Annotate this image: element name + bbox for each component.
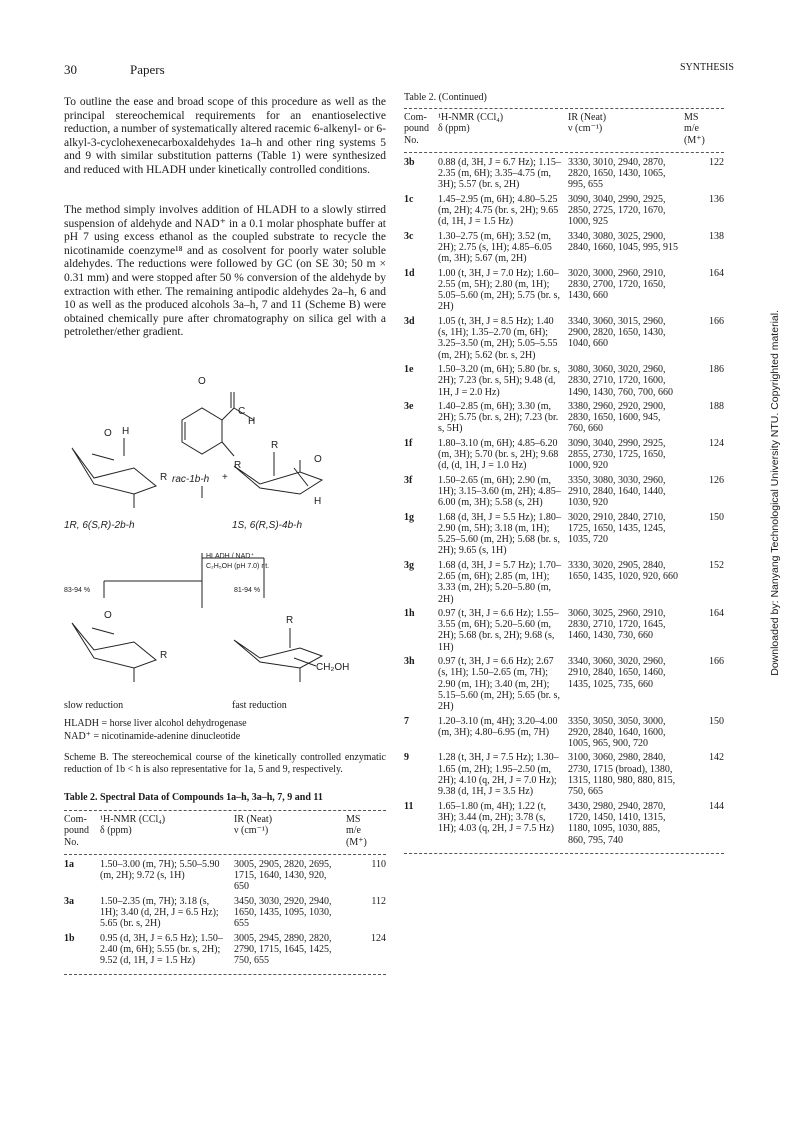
- ir-data: 3090, 3040, 2990, 2925, 2855, 2730, 1725, 1650, 1000, 920: [568, 437, 666, 472]
- compound-number: 1e: [404, 363, 414, 375]
- scheme-atom-o-right: O: [314, 454, 322, 465]
- scheme-atom-o: O: [198, 376, 206, 387]
- nmr-data: 1.80–3.10 (m, 6H); 4.85–6.20 (m, 3H); 5.70 (br. s, 2H); 9.68 (d, (d, 1H, J = 1.0 Hz): [438, 437, 559, 472]
- label-2b: 1R, 6(S,R)-2b-h: [64, 520, 135, 531]
- ir-data: 3080, 3060, 3020, 2960, 2830, 2710, 1720, 1600, 1490, 1430, 760, 700, 660: [568, 363, 673, 398]
- intro-paragraph: To outline the ease and broad scope of this procedure as well as the principal stereochemical requirements for an enantioselective reduction, a number of systematically altered racemic 6-alkenyl- or 6-alkyl-3-cyclohexenecarboxaldehydes 1a–h and other ring systems 5 and 9 with similar substitution patterns (Table 1) were synthesized and reduced with HLADH under kinetically controlled conditions.: [64, 96, 386, 176]
- compound-number: 3b: [404, 156, 415, 168]
- scheme-atom-h-left: H: [122, 426, 130, 437]
- ms-data: 150: [709, 715, 724, 727]
- yield-left: 83-94 %: [64, 587, 91, 594]
- header-ir: IR (Neat) ν (cm⁻¹): [568, 112, 607, 135]
- scheme-atom-h: H: [248, 416, 256, 427]
- compound-number: 7: [404, 715, 409, 727]
- nmr-data: 1.20–3.10 (m, 4H); 3.20–4.00 (m, 3H); 4.80–6.95 (m, 7H): [438, 715, 558, 738]
- scheme-atom-r-left: R: [160, 472, 168, 483]
- compound-number: 3h: [404, 656, 415, 668]
- table-row: [404, 608, 724, 656]
- fast-reduction-label: fast reduction: [232, 700, 287, 711]
- abbreviation-hladh: HLADH = horse liver alcohol dehydrogenase: [64, 718, 247, 729]
- scheme-atom-c: C: [238, 406, 246, 417]
- table-row: [404, 401, 724, 438]
- table-row: [404, 316, 724, 364]
- compound-number: 1d: [404, 267, 415, 279]
- ms-data: 124: [371, 932, 386, 944]
- ms-data: 110: [371, 858, 386, 870]
- rac-label: rac-1b-h: [172, 474, 210, 485]
- compound-number: 11: [404, 800, 414, 812]
- compound-number: 3g: [404, 559, 414, 571]
- ir-data: 3350, 3050, 3050, 3000, 2920, 2840, 1640, 1600, 1005, 965, 900, 720: [568, 715, 666, 750]
- ms-data: 142: [709, 752, 724, 764]
- scheme-caption: Scheme B. The stereochemical course of the kinetically controlled enzymatic reduction of 1b < h is also representative for 1a, 5 and 9, respectively.: [64, 752, 386, 775]
- scheme-atom-r-right: R: [271, 440, 279, 451]
- compound-number: 1c: [404, 193, 414, 205]
- nmr-data: 1.68 (d, 3H, J = 5.5 Hz); 1.80–2.90 (m, 5H); 3.18 (m, 1H); 5.25–5.60 (m, 2H); 5.68 (br. s, 2H); 9.65 (s, 1H): [438, 511, 561, 557]
- journal-name: SYNTHESIS: [680, 62, 734, 73]
- compound-number: 1g: [404, 511, 414, 523]
- ms-data: 186: [709, 363, 724, 375]
- scheme-atom-o-bottom: O: [104, 610, 112, 621]
- ms-data: 144: [709, 800, 724, 812]
- ms-data: 122: [709, 156, 724, 168]
- ir-data: 3430, 2980, 2940, 2870, 1720, 1450, 1410, 1315, 1180, 1095, 1030, 885, 860, 795, 740: [568, 800, 666, 846]
- scheme-atom-o-left: O: [104, 428, 112, 439]
- ir-data: 3350, 3080, 3030, 2960, 2910, 2840, 1640, 1440, 1030, 920: [568, 474, 666, 509]
- ms-data: 124: [709, 437, 724, 449]
- compound-number: 3e: [404, 400, 414, 412]
- nmr-data: 0.88 (d, 3H, J = 6.7 Hz); 1.15–2.35 (m, 6H); 3.35–4.75 (m, 3H); 5.57 (br. s, 2H): [438, 156, 561, 191]
- section-label: Papers: [130, 62, 165, 77]
- header-ms: MS m/e (M⁺): [684, 112, 705, 146]
- table-right-header: [404, 112, 724, 148]
- ms-data: 166: [709, 315, 724, 327]
- ms-data: 138: [709, 230, 724, 242]
- nmr-data: 1.28 (t, 3H, J = 7.5 Hz); 1.30–1.65 (m, 2H); 1.95–2.50 (m, 2H); 4.10 (q, 2H, J = 7.0 Hz); 9.38 (d, 1H, J = 3.5 Hz): [438, 752, 559, 798]
- header-ms: MS m/e (M⁺): [346, 814, 367, 848]
- ir-data: 3380, 2960, 2920, 2900, 2830, 1650, 1600, 945, 760, 660: [568, 400, 666, 435]
- abbreviation-nad: NAD⁺ = nicotinamide-adenine dinucleotide: [64, 731, 241, 742]
- ms-data: 164: [709, 607, 724, 619]
- label-4b: 1S, 6(R,S)-4b-h: [232, 520, 303, 531]
- ir-data: 3330, 3020, 2905, 2840, 1650, 1435, 1020, 920, 660: [568, 559, 678, 582]
- scheme-atom-r-bottom: R: [160, 650, 168, 661]
- table-right-body: [404, 157, 724, 849]
- scheme-b-diagram: [64, 368, 389, 693]
- ms-data: 112: [371, 895, 386, 907]
- ms-data: 166: [709, 656, 724, 668]
- table-row: [404, 438, 724, 475]
- ms-data: 150: [709, 511, 724, 523]
- nmr-data: 1.40–2.85 (m, 6H); 3.30 (m, 2H); 5.75 (br. s, 2H); 7.23 (br. s, 5H): [438, 400, 559, 435]
- ms-data: 136: [709, 193, 724, 205]
- page-number: 30: [64, 62, 77, 77]
- scheme-atom-r: R: [234, 460, 242, 471]
- nmr-data: 1.68 (d, 3H, J = 5.7 Hz); 1.70–2.65 (m, 6H); 2.85 (m, 1H); 3.33 (m, 2H); 5.20–5.80 (m, 2H): [438, 559, 561, 605]
- table-row: [404, 716, 724, 753]
- ir-data: 3005, 2945, 2890, 2820, 2790, 1715, 1645, 1425, 750, 655: [234, 932, 332, 967]
- header-nmr: ¹H-NMR (CCl₄) δ (ppm): [438, 112, 504, 135]
- table-row: [404, 194, 724, 231]
- ms-data: 164: [709, 267, 724, 279]
- table-row: [404, 752, 724, 800]
- reagent-2: C₂H₅OH (pH 7.0) r.t.: [206, 563, 270, 570]
- download-notice: Downloaded by: Nanyang Technological University NTU. Copyrighted material.: [769, 310, 781, 676]
- table-row: [64, 896, 386, 933]
- ir-data: 3090, 3040, 2990, 2925, 2850, 2725, 1720, 1670, 1000, 925: [568, 193, 666, 228]
- table-row: [64, 859, 386, 896]
- table-left: [64, 814, 386, 850]
- ms-data: 126: [709, 474, 724, 486]
- compound-number: 1b: [64, 932, 75, 944]
- header-compound: Com- pound No.: [64, 814, 89, 848]
- ir-data: 3020, 2910, 2840, 2710, 1725, 1650, 1435, 1245, 1035, 720: [568, 511, 666, 546]
- nmr-data: 1.00 (t, 3H, J = 7.0 Hz); 1.60–2.55 (m, 5H); 2.80 (m, 1H); 5.05–5.60 (m, 2H); 5.75 (br. s, 2H): [438, 267, 560, 313]
- table-row: [404, 364, 724, 401]
- table-row: [64, 933, 386, 970]
- nmr-data: 1.30–2.75 (m, 6H); 3.52 (m, 2H); 2.75 (s, 1H); 4.85–6.05 (m, 3H); 5.67 (m, 2H): [438, 230, 552, 265]
- nmr-data: 0.97 (t, 3H, J = 6.6 Hz); 1.55–3.55 (m, 6H); 5.20–5.60 (m, 2H); 5.68 (br. s, 2H); 9.68 (s, 1H): [438, 607, 559, 653]
- ms-data: 152: [709, 559, 724, 571]
- compound-number: 1a: [64, 858, 74, 870]
- ir-data: 3450, 3030, 2920, 2940, 1650, 1435, 1095, 1030, 655: [234, 895, 332, 930]
- compound-number: 3c: [404, 230, 414, 242]
- nmr-data: 1.45–2.95 (m, 6H); 4.80–5.25 (m, 2H); 4.75 (br. s, 2H); 9.65 (d, 1H, J = 1.5 Hz): [438, 193, 559, 228]
- slow-reduction-label: slow reduction: [64, 700, 124, 711]
- nmr-data: 1.50–3.00 (m, 7H); 5.50–5.90 (m, 2H); 9.72 (s, 1H): [100, 858, 220, 882]
- scheme-atom-h-right: H: [314, 496, 322, 507]
- table-row: [404, 475, 724, 512]
- nmr-data: 1.05 (t, 3H, J = 8.5 Hz); 1.40 (s, 1H); 1.35–2.70 (m, 6H); 3.25–3.50 (m, 2H); 5.05–5.55 (m, 2H); 5.62 (br. s, 2H): [438, 315, 558, 361]
- header-ir: IR (Neat) ν (cm⁻¹): [234, 814, 273, 837]
- ms-data: 188: [709, 400, 724, 412]
- table-row: [404, 656, 724, 715]
- compound-number: 3f: [404, 474, 413, 486]
- compound-number: 9: [404, 752, 409, 764]
- table-row: [404, 512, 724, 560]
- ir-data: 3005, 2905, 2820, 2695, 1715, 1640, 1430, 920, 650: [234, 858, 332, 893]
- yield-right: 81-94 %: [234, 587, 261, 594]
- ir-data: 3020, 3000, 2960, 2910, 2830, 2700, 1720, 1650, 1430, 660: [568, 267, 666, 302]
- table-row: [404, 231, 724, 268]
- table-row: [404, 560, 724, 608]
- ir-data: 3340, 3060, 3020, 2960, 2910, 2840, 1650, 1460, 1435, 1025, 735, 660: [568, 656, 666, 690]
- compound-number: 1f: [404, 437, 413, 449]
- nmr-data: 0.95 (d, 3H, J = 6.5 Hz); 1.50–2.40 (m, 6H); 5.55 (br. s, 2H); 9.52 (d, 1H, J = 1.5 Hz): [100, 932, 223, 967]
- scheme-ch2oh: CH₂OH: [316, 662, 350, 673]
- scheme-plus: +: [222, 472, 228, 483]
- table-row: [404, 801, 724, 849]
- compound-number: 3d: [404, 315, 415, 327]
- method-paragraph: The method simply involves addition of HLADH to a slowly stirred suspension of aldehyde and NAD⁺ in a 0.1 molar phosphate buffer at pH 7 using excess ethanol as the coupled substrate to recycle the nicotinamide coenzyme¹⁸ and as cosolvent for poorly water soluble aldehydes. The reductions were followed by GC (on SE 30; 50 m × 0.31 mm) and were stopped after 50 % conversion of the aldehyde by extraction with ether. The remaining antipodic aldehydes 2a–h, 6 and 10 as well as the produced alcohols 3a–h, 7 and 11 (Scheme B) were obtained chemically pure after chromatography on silica gel with a petrolether/ether gradient.: [64, 204, 386, 339]
- nmr-data: 1.50–2.65 (m, 6H); 2.90 (m, 1H); 3.15–3.60 (m, 2H); 4.85–6.00 (m, 3H); 5.58 (s, 2H): [438, 474, 561, 509]
- table-left-body: [64, 859, 386, 970]
- ir-data: 3100, 3060, 2980, 2840, 2730, 1715 (broad), 1380, 1315, 1180, 980, 880, 815, 750, 665: [568, 752, 676, 798]
- nmr-data: 1.65–1.80 (m, 4H); 1.22 (t, 3H); 3.44 (m, 2H); 3.78 (s, 1H); 4.03 (q, 2H, J = 7.5 Hz): [438, 800, 554, 835]
- compound-number: 3a: [64, 895, 74, 907]
- table-title: Table 2. Spectral Data of Compounds 1a–h, 3a–h, 7, 9 and 11: [64, 792, 323, 803]
- ir-data: 3340, 3060, 3015, 2960, 2900, 2820, 1650, 1430, 1040, 660: [568, 315, 666, 350]
- compound-number: 1h: [404, 607, 415, 619]
- nmr-data: 1.50–2.35 (m, 7H); 3.18 (s, 1H); 3.40 (d, 2H, J = 6.5 Hz); 5.65 (br. s, 2H): [100, 895, 219, 930]
- header-nmr: ¹H-NMR (CCl₄) δ (ppm): [100, 814, 166, 837]
- scheme-atom-r-bottom-right: R: [286, 615, 294, 626]
- table-row: [404, 157, 724, 194]
- reagent-1: HLADH / NAD⁺: [206, 553, 255, 560]
- ir-data: 3060, 3025, 2960, 2910, 2830, 2710, 1720, 1645, 1460, 1430, 730, 660: [568, 607, 666, 642]
- ir-data: 3340, 3080, 3025, 2900, 2840, 1660, 1045, 995, 915: [568, 230, 678, 253]
- ir-data: 3330, 3010, 2940, 2870, 2820, 1650, 1430, 1065, 995, 655: [568, 156, 666, 191]
- table-row: [404, 268, 724, 316]
- table-continued-title: Table 2. (Continued): [404, 92, 487, 103]
- nmr-data: 1.50–3.20 (m, 6H); 5.80 (br. s, 2H); 7.23 (br. s, 5H); 9.48 (d, 1H, J = 2.0 Hz): [438, 363, 560, 398]
- nmr-data: 0.97 (t, 3H, J = 6.6 Hz); 2.67 (s, 1H); 1.50–2.65 (m, 7H); 2.90 (m, 1H); 3.40 (m, 2H); 5.15–5.60 (m, 2H); 5.65 (br. s, 2H): [438, 656, 560, 713]
- header-compound: Com- pound No.: [404, 112, 429, 146]
